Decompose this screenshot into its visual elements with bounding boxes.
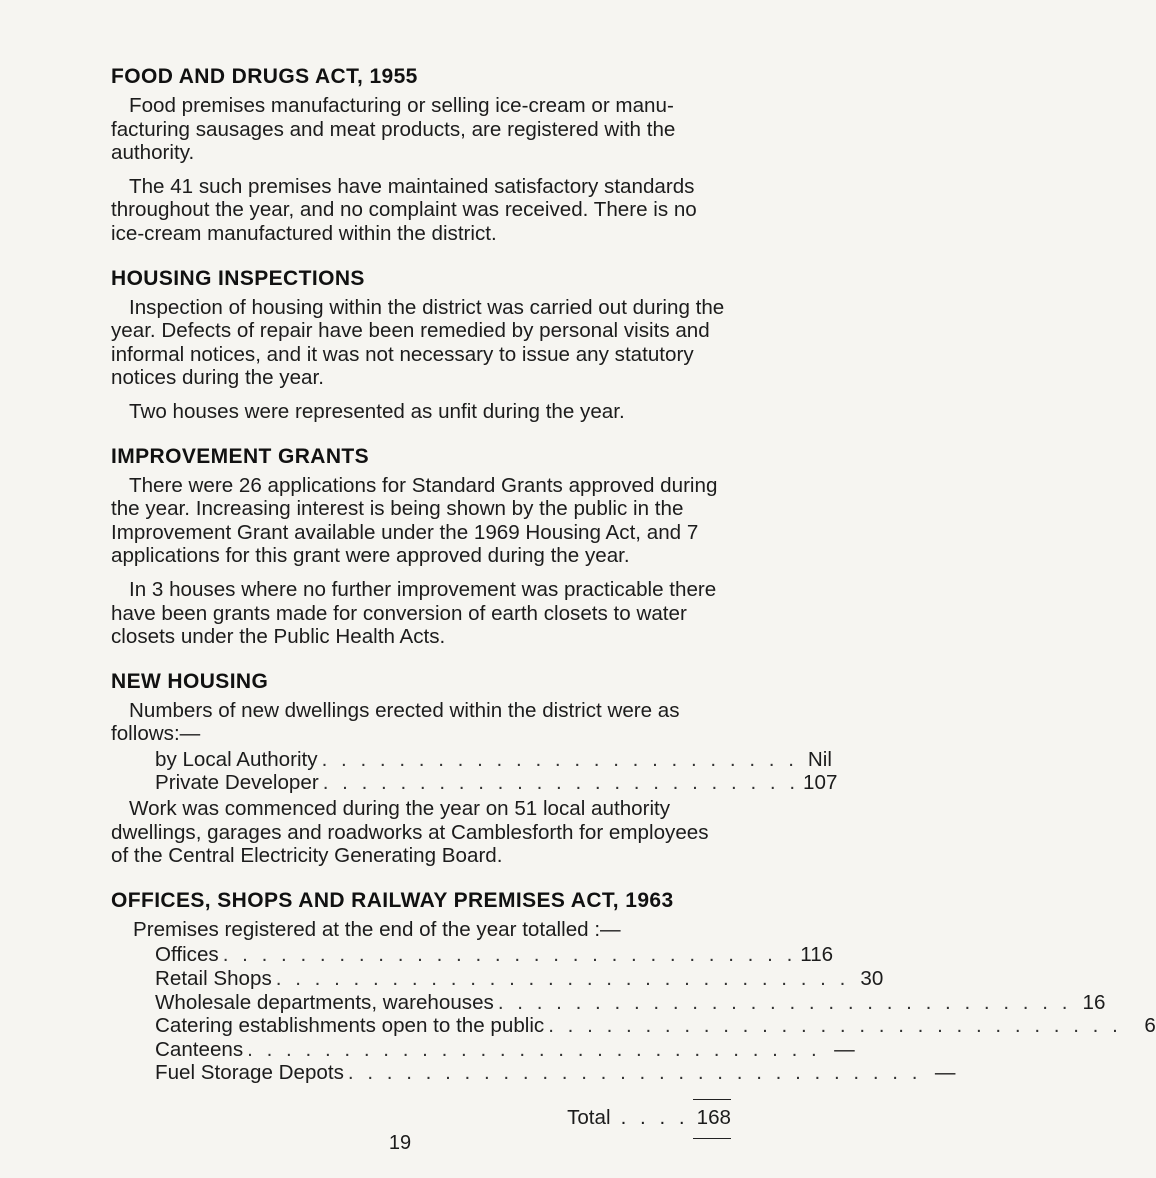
premises-count: 30: [860, 967, 884, 991]
dot-leader: . . . . . . . . . . . . . . . . . . . . . . . . . . . . . .: [497, 990, 1072, 1014]
premises-count: —: [934, 1061, 956, 1085]
improvement-grants-paragraph-2: In 3 houses where no further improvement was practicable there have been grants made for conversion of earth closets to water closets under the Public Health Acts.: [111, 577, 717, 649]
new-housing-row-value: 107: [803, 771, 838, 795]
premises-type-label: Fuel Storage Depots: [155, 1061, 344, 1085]
table-row: [111, 1037, 855, 1062]
total-value: 168: [696, 1106, 731, 1129]
dot-leader: . . . . . . . . . . . . . . . . . . . . . . . . . . . . . .: [247, 1037, 821, 1061]
new-housing-intro: Numbers of new dwellings erected within the district were as follows:—: [111, 698, 680, 746]
page-content: [111, 64, 1156, 1139]
table-row: [111, 1014, 1156, 1038]
premises-count: 116: [800, 943, 834, 967]
food-drugs-heading: FOOD AND DRUGS ACT, 1955: [111, 65, 418, 88]
premises-count: —: [834, 1037, 855, 1061]
total-label: Total: [567, 1106, 611, 1129]
premises-type-label: Canteens: [155, 1037, 244, 1061]
table-row: [111, 990, 1106, 1015]
premises-count: 6: [1144, 1014, 1156, 1038]
dot-leader: . . . . . . . . . . . . . . . . . . . . . . . . . . . . . .: [275, 967, 850, 991]
premises-type-label: Offices: [155, 943, 219, 967]
premises-count: 16: [1082, 990, 1106, 1014]
premises-type-label: Wholesale departments, warehouses: [155, 990, 494, 1014]
food-drugs-paragraph-2: The 41 such premises have maintained satisfactory standards throughout the year, and no complaint was received. There is no ice-cream manufactured within the district.: [111, 174, 697, 245]
new-housing-row-value: Nil: [807, 747, 832, 771]
dot-leader: . . . . . . . . . . . . . . . . . . . . . . . . . . . . . .: [548, 1014, 1122, 1038]
improvement-grants-paragraph-1: There were 26 applications for Standard Grants approved during the year. Increasing interest is being shown by the public in the Improvement Grant available under the 1969 Housing Act, and 7 applications for this grant were approved during the year.: [111, 473, 718, 568]
offices-shops-intro: Premises registered at the end of the year totalled :—: [133, 917, 621, 941]
offices-shops-list: [111, 943, 1156, 1085]
dot-leader: . . . .: [620, 1106, 689, 1129]
table-row: [111, 1061, 956, 1085]
new-housing-heading: NEW HOUSING: [111, 669, 269, 693]
dot-leader: . . . . . . . . . . . . . . . . . . . . . . . . .: [321, 747, 798, 771]
premises-type-label: Catering establishments open to the public: [155, 1014, 545, 1038]
list-item: [111, 747, 832, 772]
improvement-grants-heading: IMPROVEMENT GRANTS: [111, 444, 370, 468]
premises-type-label: Retail Shops: [155, 967, 272, 991]
new-housing-row-label: by Local Authority: [155, 747, 318, 771]
subtotal-rule: [693, 1099, 731, 1100]
table-row: [111, 967, 884, 991]
new-housing-list: [111, 747, 838, 795]
new-housing-row-label: Private Developer: [155, 771, 319, 795]
list-item: [111, 771, 838, 795]
dot-leader: . . . . . . . . . . . . . . . . . . . . . . . . .: [322, 771, 800, 795]
total-row: [111, 1106, 731, 1130]
new-housing-paragraph-2: Work was commenced during the year on 51 local authority dwellings, garages and roadworks at Camblesforth for employees of the Central Electricity Generating Board.: [111, 797, 709, 868]
housing-inspections-heading: HOUSING INSPECTIONS: [111, 266, 365, 290]
dot-leader: . . . . . . . . . . . . . . . . . . . . . . . . . . . . . .: [222, 943, 797, 967]
dot-leader: . . . . . . . . . . . . . . . . . . . . . . . . . . . . . .: [347, 1061, 922, 1085]
food-drugs-paragraph-1: Food premises manufacturing or selling ice-cream or manu-facturing sausages and meat products, are registered with the authority.: [111, 94, 676, 165]
housing-inspections-paragraph-1: Inspection of housing within the district was carried out during the year. Defects of repair have been remedied by personal visits and informal notices, and it was not necessary to issue any statutory notices during the year.: [111, 295, 725, 390]
table-row: [111, 943, 834, 967]
housing-inspections-paragraph-2: Two houses were represented as unfit during the year.: [129, 399, 625, 423]
offices-shops-heading: OFFICES, SHOPS AND RAILWAY PREMISES ACT, 1963: [111, 888, 674, 912]
page-number: 19: [388, 1132, 412, 1154]
